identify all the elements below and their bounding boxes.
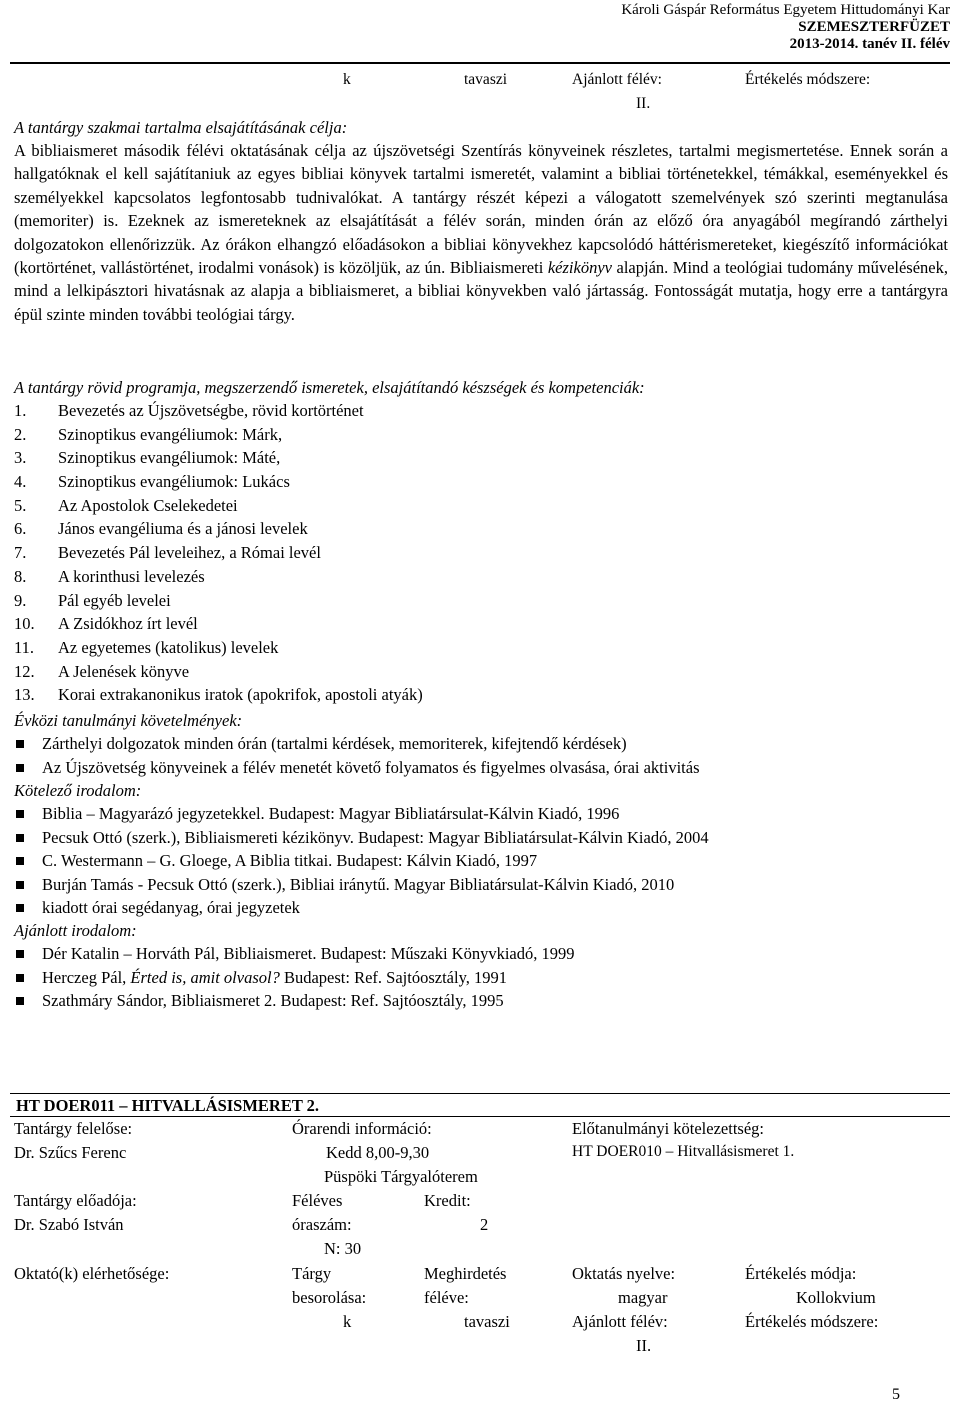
orarendi-time: Kedd 8,00-9,30: [326, 1143, 430, 1162]
program-item-text: Szinoptikus evangéliumok: Márk,: [58, 424, 283, 444]
program-item-text: Szinoptikus evangéliumok: Lukács: [58, 472, 290, 492]
program-item-text: Bevezetés az Újszövetségbe, rövid kortörténet: [58, 401, 364, 420]
program-item-number: 13.: [14, 685, 35, 705]
program-item: [14, 541, 948, 565]
program-section: [14, 377, 948, 707]
felelose-value: Dr. Szűcs Ferenc: [14, 1143, 127, 1162]
list-item: [14, 756, 948, 780]
recommended-item-3: Szathmáry Sándor, Bibliaismeret 2. Budapest: Ref. Sajtóosztály, 1995: [42, 991, 504, 1010]
meghirdetes-value: tavaszi: [464, 1312, 510, 1331]
feleves-label-2: óraszám:: [292, 1215, 352, 1234]
targy-label-1: Tárgy: [292, 1264, 332, 1283]
bullet-square-icon: [16, 904, 24, 912]
bullet-square-icon: [16, 764, 24, 772]
document-header: [621, 2, 950, 53]
elotanulmanyi-label: Előtanulmányi kötelezettség:: [572, 1119, 764, 1138]
program-item: [14, 399, 948, 423]
divider: [10, 1116, 950, 1117]
bullet-square-icon: [16, 810, 24, 818]
list-item: [14, 989, 948, 1013]
program-item-text: Pál egyéb levelei: [58, 590, 171, 610]
kredit-label: Kredit:: [424, 1191, 471, 1210]
list-item: [14, 732, 948, 756]
program-item-text: Szinoptikus evangéliumok: Máté,: [58, 448, 281, 468]
document-title: SZEMESZTERFÜZET: [798, 19, 950, 35]
recommended-lit-list: [14, 942, 948, 1013]
meghirdetes-value: tavaszi: [464, 71, 508, 88]
targy-label-2: besorolása:: [292, 1288, 367, 1307]
recommended-item-2-author: Herczeg Pál,: [42, 967, 131, 987]
felelose-label: Tantárgy felelőse:: [14, 1119, 133, 1138]
bullet-square-icon: [16, 740, 24, 748]
mandatory-lit-list: [14, 802, 948, 920]
aim-text-italic: kézikönyv: [547, 258, 612, 278]
program-list: [14, 399, 948, 707]
bullet-square-icon: [16, 857, 24, 865]
recommended-lit-section: [14, 920, 948, 1013]
nyelve-label: Oktatás nyelve:: [572, 1264, 676, 1283]
program-item: [14, 683, 948, 707]
program-item-number: 10.: [14, 614, 35, 634]
program-item-number: 4.: [14, 472, 27, 492]
orarendi-room: Püspöki Tárgyalóterem: [324, 1167, 478, 1186]
program-item-text: A Jelenések könyve: [58, 661, 190, 681]
list-item-text: Biblia – Magyarázó jegyzetekkel. Budapest: Magyar Bibliatársulat-Kálvin Kiadó, 1996: [42, 804, 620, 823]
targy-besorolas-value: k: [343, 71, 351, 88]
requirements-heading: Évközi tanulmányi követelmények:: [14, 711, 243, 730]
program-item-number: 2.: [14, 424, 27, 444]
list-item-text: Pecsuk Ottó (szerk.), Bibliaismereti kézikönyv. Budapest: Magyar Bibliatársulat-Kálvin Kiadó, 2004: [42, 827, 709, 847]
list-item: [14, 873, 948, 897]
program-item-number: 8.: [14, 566, 27, 586]
modja-value: Kollokvium: [796, 1288, 876, 1307]
modja-label: Értékelés módja:: [745, 1264, 857, 1283]
recommended-item-2-publisher: Budapest: Ref. Sajtóosztály, 1991: [279, 967, 507, 987]
ajanlott-felev-value-2: II.: [636, 1336, 652, 1355]
program-item-text: János evangéliuma és a jánosi levelek: [58, 519, 308, 539]
mandatory-lit-heading: Kötelező irodalom:: [14, 781, 142, 800]
mandatory-lit-section: [14, 780, 948, 920]
list-item: [14, 942, 948, 966]
institution-name: Károli Gáspár Református Egyetem Hittudományi Kar: [621, 2, 950, 18]
course-title: HT DOER011 – HITVALLÁSISMERET 2.: [16, 1096, 320, 1115]
bullet-square-icon: [16, 834, 24, 842]
requirements-section: [14, 710, 948, 779]
program-item: [14, 660, 948, 684]
modszere-label: Értékelés módszere:: [745, 1312, 879, 1331]
aim-heading: A tantárgy szakmai tartalma elsajátításának célja:: [14, 118, 348, 137]
list-item: [14, 849, 948, 873]
program-item-number: 9.: [14, 590, 27, 610]
requirements-list: [14, 732, 948, 779]
aim-text-end: alapján. Mind a teológiai tudomány művelésének, mind a lelkipásztori hivatásnak az alapja a bibliaismeret, a bibliai könyvekben való jártasság. Fontosságát mutatja, hogy erre a tantárgyra épül szinte minden további teológiai tárgy.: [14, 258, 948, 324]
semester-label: 2013-2014. tanév II. félév: [789, 36, 950, 52]
program-item-number: 12.: [14, 661, 35, 681]
ajanlott-felev-label: Ajánlott félév:: [572, 71, 662, 88]
program-item: [14, 446, 948, 470]
program-item: [14, 470, 948, 494]
program-item-number: 3.: [14, 448, 27, 468]
oktato-label: Oktató(k) elérhetősége:: [14, 1264, 170, 1283]
program-item-text: A korinthusi levelezés: [58, 566, 205, 586]
list-item: [14, 802, 948, 826]
list-item-text: Burján Tamás - Pecsuk Ottó (szerk.), Bibliai iránytű. Magyar Bibliatársulat-Kálvin Kiadó, 2010: [42, 874, 675, 894]
aim-section: [14, 117, 948, 326]
eloadoja-value: Dr. Szabó István: [14, 1215, 124, 1234]
ertekeles-modszere-label: Értékelés módszere:: [745, 71, 871, 88]
kredit-value: 2: [480, 1215, 489, 1234]
program-item: [14, 589, 948, 613]
program-item: [14, 423, 948, 447]
program-item-number: 6.: [14, 519, 27, 539]
targy-value: k: [343, 1312, 352, 1331]
program-item: [14, 612, 948, 636]
meghirdetes-label-2: féléve:: [424, 1288, 469, 1307]
eloadoja-label: Tantárgy előadója:: [14, 1191, 137, 1210]
aim-text: A bibliaismeret második félévi oktatásának célja az újszövetségi Szentírás könyveinek részletes, tartalmi megismertetése. Ennek során a hallgatóknak el kell sajátítaniuk az egyes bibliai könyvek tartalmi ismeretét, valamint a bibliai történetekkel, témákkal, eseményekkel és személyekkel kapcsolatos legfontosabb tudnivalókat. A tantárgy részét képezi a válogatott szemelvények szó szerinti megtanulása (memoriter) is. Ezeknek az ismereteknek az elsajátítását a félév során, minden órán az előző óra anyagából megírandó zárthelyi dolgozatokon ellenőrizzük. Az órákon elhangzó előadásokon a bibliai könyvekhez kapcsolódó háttérismereteket, kiegészítő információkat (kortörténet, vallástörténet, irodalmi vonások) is közöljük, az ún. Bibliaismereti: [14, 141, 948, 278]
bullet-square-icon: [16, 881, 24, 889]
program-item-number: 5.: [14, 495, 27, 515]
recommended-item-2-title: Érted is, amit olvasol?: [130, 967, 280, 987]
aim-paragraph: [14, 139, 948, 326]
recommended-item-1: Dér Katalin – Horváth Pál, Bibliaismeret. Budapest: Műszaki Könyvkiadó, 1999: [42, 944, 575, 963]
list-item-text: Zárthelyi dolgozatok minden órán (tartalmi kérdések, memoriterek, kifejtendő kérdések): [42, 734, 627, 753]
ajanlott-felev-label-2: Ajánlott félév:: [572, 1312, 668, 1331]
list-item: [14, 826, 948, 850]
page-number: 5: [892, 1386, 900, 1403]
recommended-lit-heading: Ajánlott irodalom:: [14, 921, 137, 940]
program-item-number: 7.: [14, 543, 27, 563]
program-item-number: 1.: [14, 401, 27, 420]
program-item-number: 11.: [14, 637, 35, 657]
program-item-text: Az egyetemes (katolikus) levelek: [58, 637, 279, 657]
program-item-text: Az Apostolok Cselekedetei: [58, 495, 238, 515]
meghirdetes-label-1: Meghirdetés: [424, 1264, 507, 1283]
program-item-text: A Zsidókhoz írt levél: [58, 614, 198, 634]
elotanulmanyi-value: HT DOER010 – Hitvallásismeret 1.: [572, 1143, 795, 1160]
ajanlott-felev-value: II.: [636, 95, 651, 112]
nyelve-value: magyar: [618, 1288, 668, 1307]
feleves-label-1: Féléves: [292, 1191, 343, 1210]
program-item: [14, 636, 948, 660]
list-item: [14, 966, 948, 990]
program-item: [14, 565, 948, 589]
feleves-value: N: 30: [324, 1239, 362, 1258]
list-item-text: kiadott órai segédanyag, órai jegyzetek: [42, 898, 300, 917]
orarendi-label: Órarendi információ:: [292, 1119, 432, 1138]
program-item-text: Korai extrakanonikus iratok (apokrifok, apostoli atyák): [58, 685, 423, 705]
program-heading: A tantárgy rövid programja, megszerzendő ismeretek, elsajátítandó készségek és kompetenciák:: [14, 378, 645, 397]
list-item-text: C. Westermann – G. Gloege, A Biblia titkai. Budapest: Kálvin Kiadó, 1997: [42, 851, 538, 870]
course-table: [10, 1093, 950, 1364]
list-item-text: Az Újszövetség könyveinek a félév menetét követő folyamatos és figyelmes olvasása, órai aktivitás: [42, 757, 700, 777]
program-item: [14, 494, 948, 518]
program-item-text: Bevezetés Pál leveleihez, a Római levél: [58, 543, 321, 563]
previous-course-row: [10, 62, 950, 116]
list-item: [14, 896, 948, 920]
program-item: [14, 517, 948, 541]
